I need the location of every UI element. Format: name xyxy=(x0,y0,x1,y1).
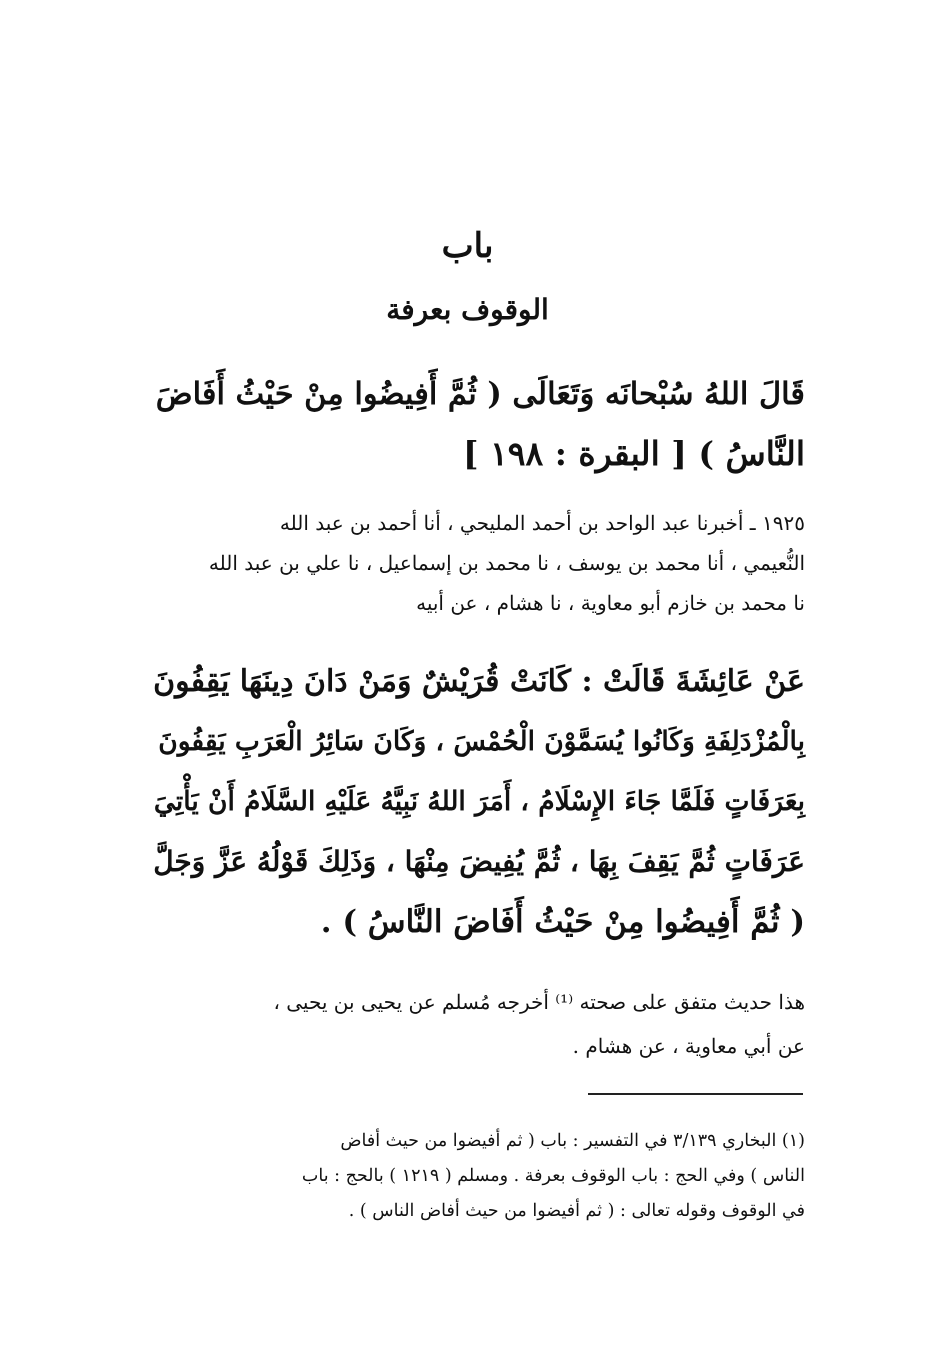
hadith-isnad xyxy=(150,503,805,623)
footnote-line: الناس ) وفي الحج : باب الوقوف بعرفة . ومسلم ( ١٢١٩ ) بالحج : باب xyxy=(301,1166,805,1186)
footnote-divider xyxy=(588,1093,803,1095)
matn-line: بِالْمُزْدَلِفَةِ وَكَانُوا يُسَمَّوْنَ الْحُمْسَ ، وَكَانَ سَائِرُ الْعَرَبِ يَقِفُونَ xyxy=(158,726,805,757)
matn-line: عَنْ عَائِشَةَ قَالَتْ : كَانَتْ قُرَيْشٌ وَمَنْ دَانَ دِينَهَا يَقِفُونَ xyxy=(153,664,805,699)
chapter-subtitle: الوقوف بعرفة xyxy=(386,293,549,326)
quran-verse xyxy=(150,364,805,484)
matn-line: ( ثُمَّ أَفِيضُوا مِنْ حَيْثُ أَفَاضَ النَّاسُ ) . xyxy=(320,904,805,940)
isnad-line: نا محمد بن خازم أبو معاوية ، نا هشام ، عن أبيه xyxy=(416,591,805,615)
matn-line: بِعَرَفَاتٍ فَلَمَّا جَاءَ الإِسْلَامُ ، أَمَرَ اللهُ نَبِيَّهُ عَلَيْهِ السَّلَامُ أَنْ يَأْتِيَ xyxy=(153,786,805,817)
matn-line: عَرَفَاتٍ ثُمَّ يَقِفَ بِهَا ، ثُمَّ يُفِيضَ مِنْهَا ، وَذَلِكَ قَوْلُهُ عَزَّ وَجَلَّ xyxy=(153,845,805,878)
commentary-line: هذا حديث متفق على صحته ⁽¹⁾ أخرجه مُسلم عن يحيى بن يحيى ، xyxy=(273,990,805,1014)
quran-verse-line: النَّاسُ ) [ البقرة : ١٩٨ ] xyxy=(462,434,805,473)
commentary-line: عن أبي معاوية ، عن هشام . xyxy=(572,1034,805,1058)
chapter-title: باب xyxy=(441,226,494,266)
quran-verse-line: قَالَ اللهُ سُبْحانَه وَتَعَالَى ( ثُمَّ أَفِيضُوا مِنْ حَيْثُ أَفَاضَ xyxy=(155,376,805,412)
hadith-commentary xyxy=(150,980,805,1068)
footnote-line: (١) البخاري ٣/١٣٩ في التفسير : باب ( ثم أفيضوا من حيث أفاض xyxy=(340,1131,805,1151)
footnotes xyxy=(150,1124,805,1229)
hadith-matn xyxy=(150,652,805,952)
isnad-line: ١٩٢٥ ـ أخبرنا عبد الواحد بن أحمد المليحي ، أنا أحمد بن عبد الله xyxy=(279,511,805,535)
footnote-line: في الوقوف وقوله تعالى : ( ثم أفيضوا من حيث أفاض الناس ) . xyxy=(348,1201,805,1221)
isnad-line: النُّعيمي ، أنا محمد بن يوسف ، نا محمد بن إسماعيل ، نا علي بن عبد الله xyxy=(208,551,805,575)
